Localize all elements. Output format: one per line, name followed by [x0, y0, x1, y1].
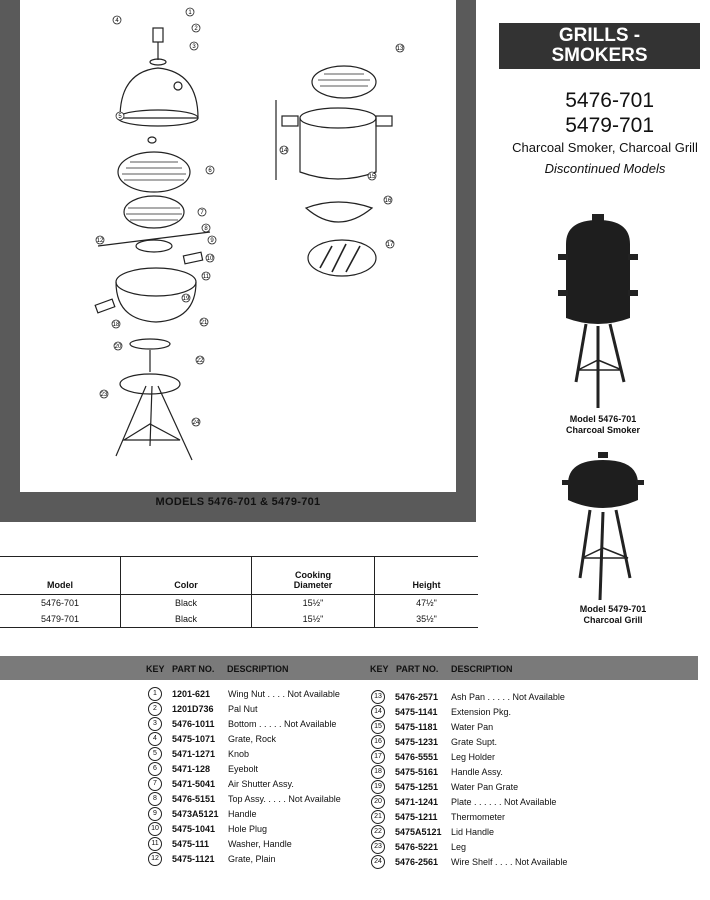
callout-number: 22: [196, 358, 204, 364]
list-item: [371, 824, 494, 839]
bowl-part: [116, 282, 196, 322]
callout-number: 8: [204, 226, 208, 232]
spec-header-color: Color: [121, 557, 252, 595]
part-number: 5475-1041: [172, 823, 216, 834]
part-description: Leg: [451, 841, 467, 852]
list-item: [371, 839, 466, 854]
part-description: Thermometer: [451, 811, 506, 822]
callout-number: 13: [396, 46, 404, 52]
smoker-caption: [555, 414, 651, 436]
part-number: 5475A5121: [395, 826, 442, 837]
part-number: 5475-1121: [172, 853, 215, 864]
list-item: [148, 821, 267, 836]
list-item: [371, 794, 556, 809]
table-row: [0, 595, 478, 612]
part-description: Water Pan Grate: [451, 781, 519, 792]
callout-number: 2: [194, 26, 198, 32]
callout-number: 10: [206, 256, 214, 262]
callout-number: 7: [200, 210, 204, 216]
callout-number: 16: [384, 198, 392, 204]
exploded-diagram-drawing: [20, 0, 456, 492]
key-number: 4: [148, 732, 162, 746]
spec-header-model: Model: [0, 557, 121, 595]
list-item: [148, 746, 249, 761]
diagram-panel: [0, 0, 476, 522]
list-item: [148, 731, 276, 746]
model-number-1: 5476-701: [565, 89, 654, 112]
leg-part: [116, 386, 146, 456]
parts-header-part-right: PART NO.: [396, 664, 439, 674]
part-description: Lid Handle: [451, 826, 495, 837]
part-number: 1201-621: [172, 688, 211, 699]
spec-header-diameter: Cooking Diameter: [252, 557, 375, 595]
key-number: 14: [371, 705, 385, 719]
spec-cell: 5476-701: [40, 598, 80, 608]
part-description: Pal Nut: [228, 703, 258, 714]
table-row: [0, 611, 478, 628]
spec-cell: Black: [121, 611, 252, 628]
part-description: Washer, Handle: [228, 838, 292, 849]
list-item: [148, 686, 340, 701]
key-number: 1: [148, 687, 162, 701]
part-description: Grate, Plain: [228, 853, 276, 864]
callout-number: 21: [200, 320, 208, 326]
water-pan-part: [306, 202, 372, 222]
callout-number: 20: [114, 344, 122, 350]
water-pan-grate-part: [312, 66, 376, 98]
list-item: [148, 791, 341, 806]
part-number: 5471-128: [172, 763, 211, 774]
wing-nut-part: [153, 28, 163, 42]
exploded-diagram: [20, 0, 456, 492]
callout-number: 1: [188, 10, 192, 16]
list-item: [371, 764, 503, 779]
key-number: 18: [371, 765, 385, 779]
list-item: [371, 704, 511, 719]
callout-number: 5: [118, 114, 122, 120]
wire-shelf-part: [120, 374, 180, 394]
status-note: Discontinued Models: [544, 161, 666, 176]
part-description: Grate Supt.: [451, 736, 498, 747]
part-description: Grate, Rock: [228, 733, 277, 744]
part-description: Top Assy. . . . . Not Available: [228, 793, 341, 804]
part-number: 5475-1181: [395, 721, 438, 732]
callout-number: 14: [280, 148, 288, 154]
key-number: 2: [148, 702, 162, 716]
smoker-illustration: [556, 210, 644, 410]
spec-cell: 5479-701: [0, 611, 121, 628]
extension-part: [300, 118, 376, 179]
key-number: 19: [371, 780, 385, 794]
callout-number: 3: [192, 44, 196, 50]
grill-name: Charcoal Grill: [583, 615, 643, 625]
list-item: [148, 806, 257, 821]
grate-rock-part: [124, 196, 184, 228]
list-item: [371, 734, 497, 749]
list-item: [371, 689, 565, 704]
parts-header-desc-left: DESCRIPTION: [227, 664, 289, 674]
spec-cell: 15½": [252, 611, 375, 628]
list-item: [148, 761, 258, 776]
list-item: [148, 701, 258, 716]
parts-header-desc-right: DESCRIPTION: [451, 664, 513, 674]
product-subtitle: Charcoal Smoker, Charcoal Grill: [512, 140, 698, 155]
callout-number: 19: [182, 296, 190, 302]
callout-number: 6: [208, 168, 212, 174]
part-number: 1201D736: [172, 703, 214, 714]
callout-number: 18: [112, 322, 120, 328]
spec-cell: 47½": [375, 595, 479, 612]
part-description: Leg Holder: [451, 751, 496, 762]
part-number: 5475-1231: [395, 736, 439, 747]
part-description: Water Pan: [451, 721, 494, 732]
grill-caption: [568, 604, 658, 626]
list-item: [371, 809, 505, 824]
category-banner: [499, 23, 700, 69]
key-number: 6: [148, 762, 162, 776]
list-item: [371, 779, 518, 794]
grate-plain-part: [118, 152, 190, 192]
part-description: Air Shutter Assy.: [228, 778, 294, 789]
spec-cell: 15½": [252, 595, 375, 612]
part-number: 5476-5151: [172, 793, 216, 804]
banner-line-1: GRILLS -: [558, 25, 641, 46]
smoker-model: Model 5476-701: [569, 414, 637, 424]
diagram-caption: MODELS 5476-701 & 5479-701: [155, 496, 321, 508]
parts-header-part-left: PART NO.: [172, 664, 215, 674]
key-number: 13: [371, 690, 385, 704]
key-number: 5: [148, 747, 162, 761]
key-number: 23: [371, 840, 385, 854]
list-item: [148, 716, 336, 731]
callout-number: 15: [368, 174, 376, 180]
part-description: Extension Pkg.: [451, 706, 512, 717]
part-description: Wing Nut . . . . Not Available: [228, 688, 340, 699]
part-number: 5475-5161: [395, 766, 439, 777]
part-number: 5475-111: [172, 838, 210, 849]
part-description: Handle: [228, 808, 257, 819]
key-number: 7: [148, 777, 162, 791]
parts-header-key-right: KEY: [370, 664, 389, 674]
part-description: Knob: [228, 748, 250, 759]
callout-number: 12: [96, 238, 104, 244]
part-number: 5476-5551: [395, 751, 439, 762]
key-number: 15: [371, 720, 385, 734]
callout-number: 4: [115, 18, 119, 24]
part-number: 5473A5121: [172, 808, 219, 819]
part-number: 5475-1071: [172, 733, 216, 744]
key-number: 11: [148, 837, 162, 851]
list-item: [148, 836, 292, 851]
part-description: Handle Assy.: [451, 766, 503, 777]
part-number: 5476-2571: [395, 691, 439, 702]
model-number-2: 5479-701: [565, 114, 654, 137]
key-number: 10: [148, 822, 162, 836]
key-number: 3: [148, 717, 162, 731]
plate-part: [308, 240, 376, 276]
key-number: 20: [371, 795, 385, 809]
parts-header: [0, 656, 698, 680]
spec-cell: 35½": [375, 611, 479, 628]
part-number: 5475-1141: [395, 706, 438, 717]
part-description: Plate . . . . . . Not Available: [451, 796, 557, 807]
part-description: Wire Shelf . . . . Not Available: [451, 856, 568, 867]
part-number: 5476-5221: [395, 841, 439, 852]
part-number: 5476-2561: [395, 856, 439, 867]
parts-header-key-left: KEY: [146, 664, 165, 674]
key-number: 17: [371, 750, 385, 764]
part-number: 5471-1271: [172, 748, 216, 759]
part-number: 5475-1211: [395, 811, 438, 822]
part-number: 5471-5041: [172, 778, 216, 789]
part-description: Hole Plug: [228, 823, 268, 834]
spec-table: [0, 556, 478, 628]
key-number: 8: [148, 792, 162, 806]
grill-illustration: [560, 450, 648, 602]
key-number: 9: [148, 807, 162, 821]
part-number: 5471-1241: [395, 796, 439, 807]
key-number: 16: [371, 735, 385, 749]
grill-model: Model 5479-701: [579, 604, 647, 614]
list-item: [148, 776, 294, 791]
key-number: 12: [148, 852, 162, 866]
spec-header-height: Height: [375, 557, 479, 595]
callout-number: 17: [386, 242, 394, 248]
part-description: Bottom . . . . . Not Available: [228, 718, 337, 729]
key-number: 22: [371, 825, 385, 839]
smoker-name: Charcoal Smoker: [565, 425, 641, 435]
part-number: 5475-1251: [395, 781, 439, 792]
part-description: Eyebolt: [228, 763, 259, 774]
part-description: Ash Pan . . . . . Not Available: [451, 691, 565, 702]
banner-line-2: SMOKERS: [551, 45, 648, 66]
callout-number: 11: [202, 274, 210, 280]
list-item: [148, 851, 276, 866]
callout-number: 9: [210, 238, 214, 244]
callout-number: 24: [192, 420, 200, 426]
list-item: [371, 749, 495, 764]
callout-number: 23: [100, 392, 108, 398]
key-number: 24: [371, 855, 385, 869]
list-item: [371, 719, 493, 734]
part-number: 5476-1011: [172, 718, 215, 729]
spec-cell: Black: [121, 595, 252, 612]
key-number: 21: [371, 810, 385, 824]
list-item: [371, 854, 567, 869]
